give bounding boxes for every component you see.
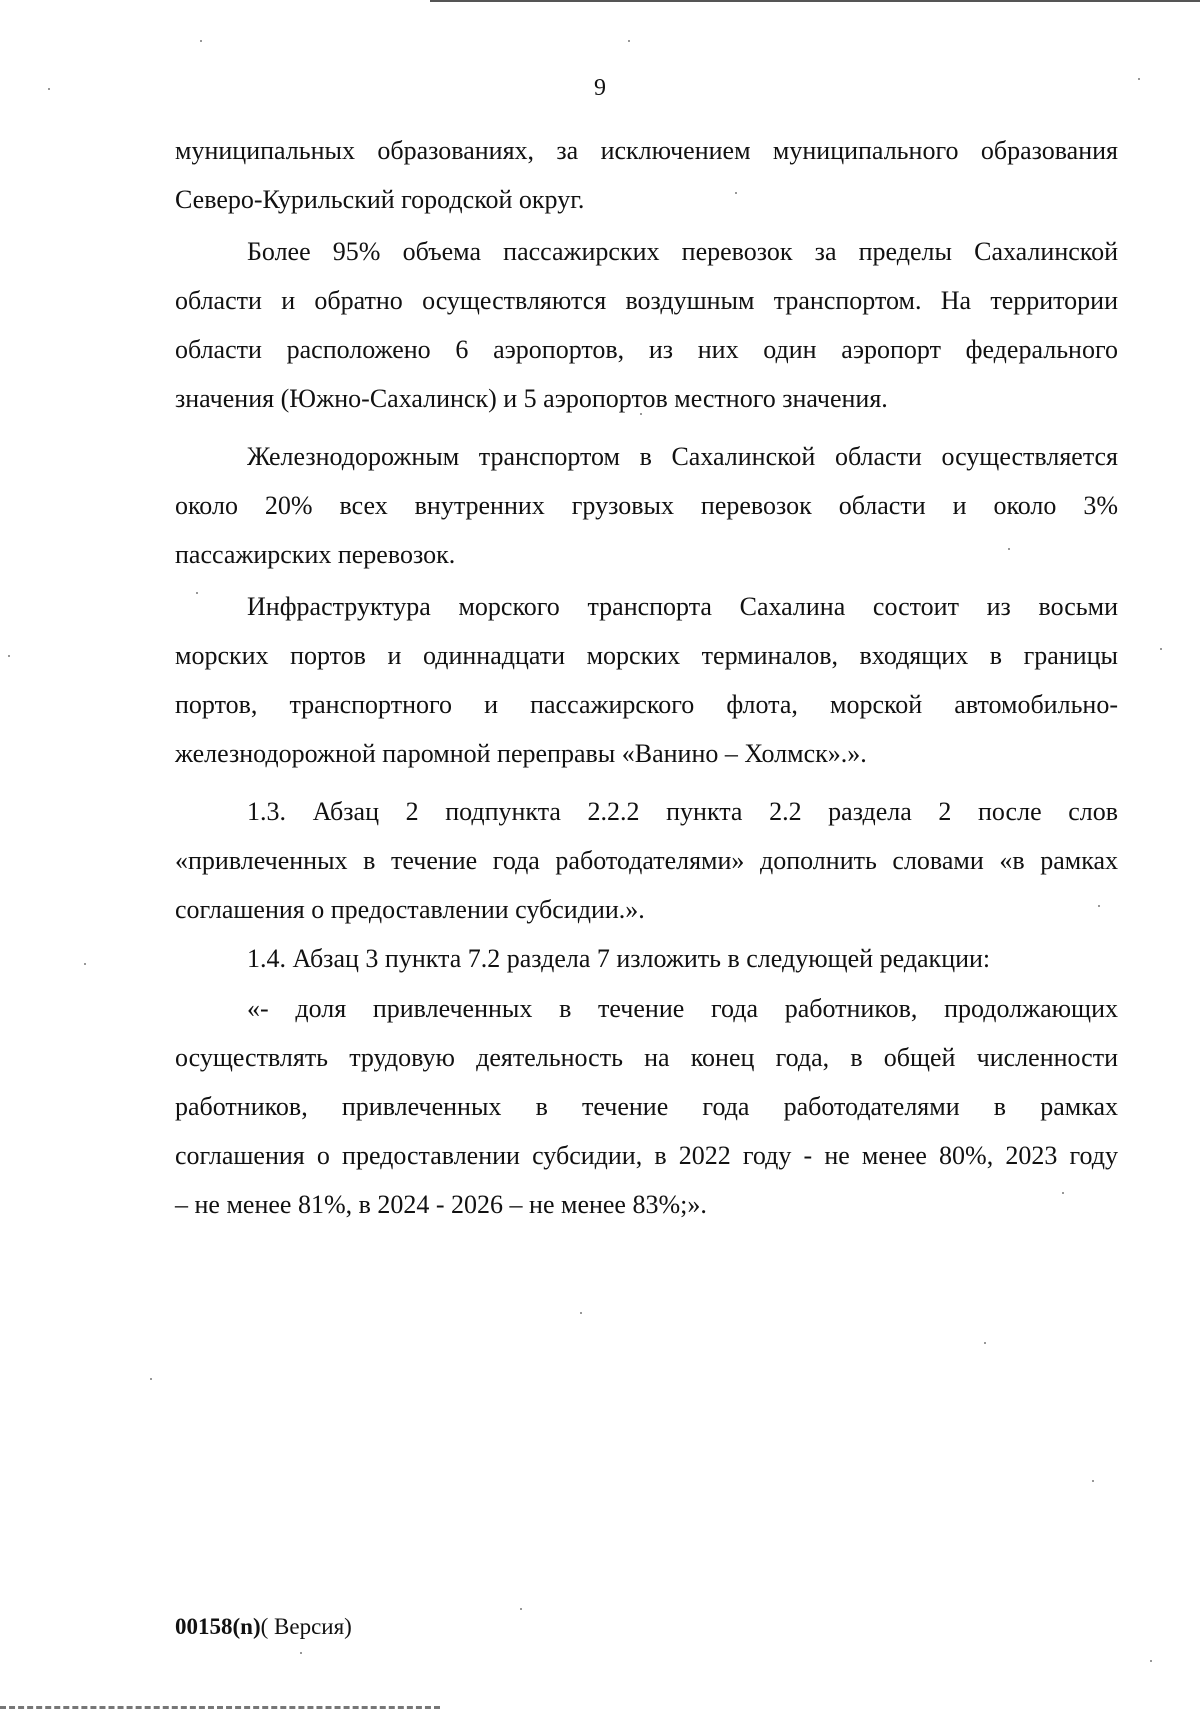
- scan-speck: [1092, 1480, 1094, 1482]
- paragraph: [175, 432, 1118, 579]
- paragraph: [175, 787, 1118, 934]
- document-footer: [175, 1612, 352, 1642]
- paragraph-line: осуществлять трудовую деятельность на конец года, в общей численности: [175, 1043, 1118, 1072]
- scan-speck: [8, 655, 10, 657]
- paragraph-line: работников, привлеченных в течение года работодателями в рамках: [175, 1092, 1118, 1121]
- scan-speck: [1150, 1660, 1152, 1662]
- scan-speck: [1098, 905, 1100, 907]
- document-code: 00158(n): [175, 1614, 261, 1639]
- scan-top-edge-line: [430, 0, 1200, 2]
- paragraph-line: «привлеченных в течение года работодателями» дополнить словами «в рамках: [175, 846, 1118, 875]
- document-version-label: ( Версия): [260, 1614, 352, 1639]
- paragraph-line: Железнодорожным транспортом в Сахалинской области осуществляется: [247, 442, 1118, 471]
- scan-speck: [735, 192, 737, 194]
- paragraph-line: «- доля привлеченных в течение года работников, продолжающих: [247, 994, 1118, 1023]
- scan-speck: [520, 1608, 522, 1610]
- scan-speck: [984, 1342, 986, 1344]
- scan-bottom-edge-line: [0, 1706, 440, 1709]
- paragraph-line: портов, транспортного и пассажирского флота, морской автомобильно-: [175, 690, 1118, 719]
- paragraph-line: области и обратно осуществляются воздушным транспортом. На территории: [175, 286, 1118, 315]
- page-number: 9: [594, 75, 606, 101]
- paragraph-line: около 20% всех внутренних грузовых перевозок области и около 3%: [175, 491, 1118, 520]
- scan-speck: [300, 1652, 302, 1654]
- paragraph: [175, 984, 1118, 1229]
- paragraph-line: 1.3. Абзац 2 подпункта 2.2.2 пункта 2.2 раздела 2 после слов: [247, 797, 1118, 826]
- document-body: [175, 126, 1118, 1229]
- paragraph: [175, 582, 1118, 778]
- scan-speck: [640, 413, 642, 415]
- paragraph-gap: [175, 778, 1118, 787]
- scan-speck: [196, 592, 198, 594]
- scan-speck: [1008, 548, 1010, 550]
- paragraph-line: Инфраструктура морского транспорта Сахалина состоит из восьми: [247, 592, 1118, 621]
- paragraph-line: соглашения о предоставлении субсидии.».: [175, 895, 645, 924]
- scan-speck: [200, 40, 202, 42]
- paragraph-line: 1.4. Абзац 3 пункта 7.2 раздела 7 изложить в следующей редакции:: [247, 944, 991, 973]
- paragraph-gap: [175, 423, 1118, 432]
- scan-speck: [1160, 648, 1162, 650]
- paragraph-line: муниципальных образованиях, за исключением муниципального образования: [175, 136, 1118, 165]
- scan-speck: [150, 1378, 152, 1380]
- scan-speck: [1062, 1192, 1064, 1194]
- paragraph-line: железнодорожной паромной переправы «Ванино – Холмск».».: [175, 739, 867, 768]
- paragraph: [175, 934, 1118, 983]
- scan-speck: [48, 88, 50, 90]
- paragraph-line: морских портов и одиннадцати морских терминалов, входящих в границы: [175, 641, 1118, 670]
- paragraph-line: Более 95% объема пассажирских перевозок за пределы Сахалинской: [247, 237, 1118, 266]
- paragraph: [175, 126, 1118, 224]
- scan-speck: [84, 963, 86, 965]
- paragraph-line: пассажирских перевозок.: [175, 540, 456, 569]
- paragraph: [175, 227, 1118, 423]
- paragraph-line: – не менее 81%, в 2024 - 2026 – не менее 83%;».: [175, 1190, 707, 1219]
- scan-speck: [580, 1312, 582, 1314]
- paragraph-line: соглашения о предоставлении субсидии, в 2022 году - не менее 80%, 2023 году: [175, 1141, 1118, 1170]
- scan-speck: [628, 40, 630, 42]
- scan-speck: [1138, 78, 1140, 80]
- paragraph-line: Северо-Курильский городской округ.: [175, 185, 585, 214]
- paragraph-line: значения (Южно-Сахалинск) и 5 аэропортов местного значения.: [175, 384, 888, 413]
- paragraph-line: области расположено 6 аэропортов, из них один аэропорт федерального: [175, 335, 1118, 364]
